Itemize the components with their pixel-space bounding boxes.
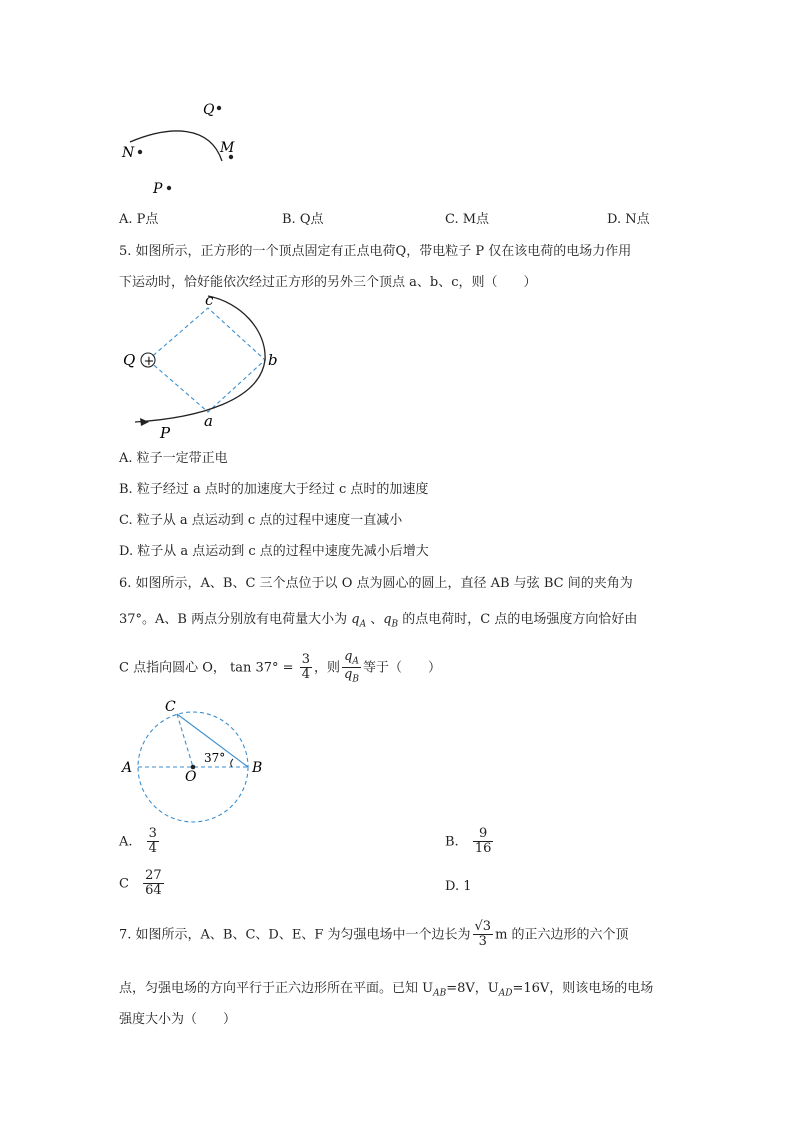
q7-stem-b: m 的正六边形的六个顶	[495, 927, 629, 943]
q5-option-d[interactable]: D. 粒子从 a 点运动到 c 点的过程中速度先减小后增大	[119, 544, 429, 559]
q6-stem-line3b: ，则	[313, 660, 340, 676]
q4-option-a[interactable]: A. P点	[119, 212, 159, 227]
q6-stem-line3c: 等于（ ）	[362, 660, 441, 676]
q5-plus-sign: +	[143, 354, 155, 369]
q5-stem-line2: 下运动时，恰好能依次经过正方形的另外三个顶点 a、b、c，则（ ）	[119, 275, 537, 290]
q6-tan-fraction	[300, 653, 312, 683]
q7-side-den: 3	[478, 934, 487, 950]
q4-point-p	[167, 186, 171, 190]
q4-point-n	[138, 150, 142, 154]
q7-uab-sub: AB	[433, 988, 447, 999]
q6-qb-sub: B	[391, 619, 399, 630]
q6-line-co	[177, 714, 193, 767]
q6-tan-text: tan 37° =	[230, 660, 294, 676]
q6-option-a-letter: A.	[119, 834, 133, 850]
q6-ratio-fraction	[342, 650, 361, 686]
q6-qa-sub: A	[359, 619, 367, 630]
q6-ratio-num: $q_A$	[342, 650, 361, 668]
q6-qb: q	[383, 612, 392, 627]
q6-stem-line2b: 的点电荷时，C 点的电场强度方向恰好由	[398, 612, 638, 627]
q4-label-m: M	[220, 140, 235, 156]
q6-stem-line3	[119, 650, 441, 686]
q7-stem-a: 7. 如图所示，A、B、C、D、E、F 为匀强电场中一个边长为	[119, 927, 471, 943]
q7-uad-sub: AD	[498, 988, 513, 999]
q6-angle-arc	[231, 759, 233, 767]
q6-option-c[interactable]	[119, 869, 166, 899]
q6-tan-num: 3	[301, 652, 310, 668]
q4-option-b[interactable]: B. Q点	[282, 212, 324, 227]
q6-ratio-den: $q_B$	[344, 667, 359, 686]
q7-stem-line3: 强度大小为（ ）	[119, 1012, 237, 1027]
q4-point-q	[217, 106, 221, 110]
q4-label-p: P	[153, 181, 163, 197]
q6-stem-line1: 6. 如图所示，A、B、C 三个点位于以 O 点为圆心的圆上，直径 AB 与弦 BC 间的夹角为	[119, 576, 633, 591]
q6-option-d[interactable]	[445, 879, 472, 894]
q7-stem-line2	[119, 977, 653, 999]
q6-option-b-letter: B.	[445, 834, 459, 850]
q7-side-fraction	[473, 920, 494, 950]
q5-option-b[interactable]: B. 粒子经过 a 点时的加速度大于经过 c 点时的加速度	[119, 482, 429, 497]
q5-label-p: P	[160, 424, 171, 442]
q6-option-b-fraction: $\frac{9}{16}$	[474, 826, 492, 857]
q6-option-d-text: 1	[463, 879, 472, 894]
q4-label-q: Q	[203, 102, 215, 118]
q7-line2a: 点，匀强电场的方向平行于正六边形所在平面。已知 U	[119, 981, 434, 996]
q6-option-d-letter: D.	[445, 879, 460, 894]
q5-label-b: b	[268, 351, 278, 369]
q4-option-c[interactable]: C. M点	[445, 212, 490, 227]
q6-tan-den: 4	[301, 667, 310, 683]
q6-sep: 、	[366, 612, 384, 627]
q6-label-c: C	[165, 699, 176, 715]
q6-label-b: B	[252, 760, 263, 776]
q6-option-a[interactable]	[119, 827, 161, 857]
q6-stem-line2	[119, 608, 637, 630]
q6-figure	[115, 697, 275, 827]
q4-option-d[interactable]: D. N点	[607, 212, 650, 227]
q5-option-a[interactable]: A. 粒子一定带正电	[119, 451, 228, 466]
q7-uab-val: =8V，U	[446, 981, 499, 996]
q5-figure	[115, 290, 295, 445]
q5-label-c: c	[205, 291, 214, 309]
q5-arrow-head	[140, 418, 149, 426]
q7-line2b: =16V，则该电场的电场	[512, 981, 654, 996]
q5-square	[148, 308, 265, 412]
q6-stem-line2a: 37°。A、B 两点分别放有电荷量大小为	[119, 612, 352, 627]
q6-label-a: A	[122, 760, 133, 776]
q5-stem-line1: 5. 如图所示，正方形的一个顶点固定有正点电荷Q，带电粒子 P 仅在该电荷的电场力作用	[119, 244, 632, 259]
q6-option-c-fraction: $\frac{27}{64}$	[145, 868, 162, 899]
q6-qa: q	[351, 612, 360, 627]
q7-stem-line1	[119, 920, 629, 950]
q6-option-c-letter: C	[119, 876, 129, 892]
q6-angle-label: 37°	[204, 751, 226, 765]
q6-stem-line3a: C 点指向圆心 O，	[119, 660, 226, 676]
q7-side-num: √3	[474, 919, 492, 934]
q4-trajectory-curve	[130, 131, 222, 161]
q4-label-n: N	[122, 145, 135, 161]
q6-option-b[interactable]	[445, 827, 495, 857]
q6-label-o: O	[185, 769, 197, 785]
q5-label-a: a	[204, 412, 213, 430]
q4-figure	[110, 95, 250, 200]
q6-option-a-fraction: $\frac{3}{4}$	[148, 826, 157, 857]
q5-option-c[interactable]: C. 粒子从 a 点运动到 c 点的过程中速度一直减小	[119, 513, 403, 528]
q5-label-q: Q	[123, 351, 136, 369]
